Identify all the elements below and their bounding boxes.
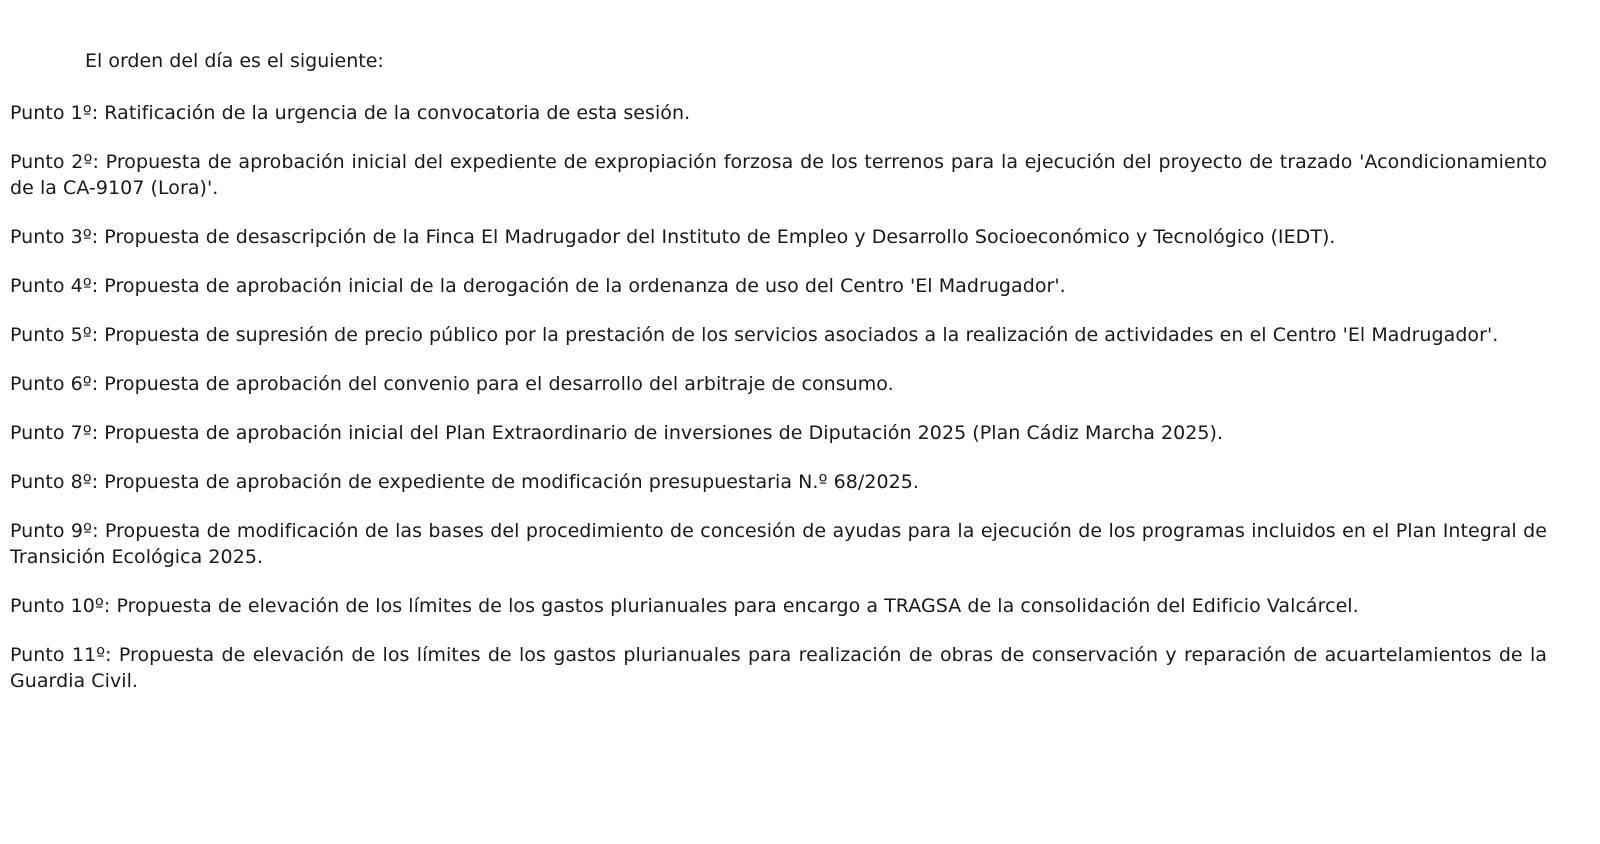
agenda-item-3: Punto 3º: Propuesta de desascripción de la Finca El Madrugador del Instituto de Empleo y Desarrollo Socioeconómico y Tecnológico (IEDT). bbox=[10, 226, 1336, 248]
agenda-item-6: Punto 6º: Propuesta de aprobación del convenio para el desarrollo del arbitraje de consumo. bbox=[10, 373, 894, 395]
agenda-item-7: Punto 7º: Propuesta de aprobación inicial del Plan Extraordinario de inversiones de Diputación 2025 (Plan Cádiz Marcha 2025). bbox=[10, 422, 1224, 444]
agenda-item-11: Punto 11º: Propuesta de elevación de los límites de los gastos plurianuales para realización de obras de conservación y reparación de acuartelamientos de la Guardia Civil. bbox=[10, 644, 1547, 692]
agenda-item-5: Punto 5º: Propuesta de supresión de precio público por la prestación de los servicios asociados a la realización de actividades en el Centro 'El Madrugador'. bbox=[10, 324, 1499, 346]
agenda-document bbox=[10, 48, 1547, 694]
agenda-item-4: Punto 4º: Propuesta de aprobación inicial de la derogación de la ordenanza de uso del Centro 'El Madrugador'. bbox=[10, 275, 1066, 297]
agenda-item-10: Punto 10º: Propuesta de elevación de los límites de los gastos plurianuales para encargo a TRAGSA de la consolidación del Edificio Valcárcel. bbox=[10, 595, 1359, 617]
agenda-item-8: Punto 8º: Propuesta de aprobación de expediente de modificación presupuestaria N.º 68/2025. bbox=[10, 471, 919, 493]
agenda-item-9: Punto 9º: Propuesta de modificación de las bases del procedimiento de concesión de ayudas para la ejecución de los programas incluidos en el Plan Integral de Transición Ecológica 2025. bbox=[10, 520, 1547, 568]
agenda-list bbox=[10, 100, 1547, 694]
agenda-item-2: Punto 2º: Propuesta de aprobación inicial del expediente de expropiación forzosa de los terrenos para la ejecución del proyecto de trazado 'Acondicionamiento de la CA-9107 (Lora)'. bbox=[10, 151, 1547, 199]
agenda-item-1: Punto 1º: Ratificación de la urgencia de la convocatoria de esta sesión. bbox=[10, 102, 691, 124]
agenda-intro: El orden del día es el siguiente: bbox=[85, 50, 384, 72]
